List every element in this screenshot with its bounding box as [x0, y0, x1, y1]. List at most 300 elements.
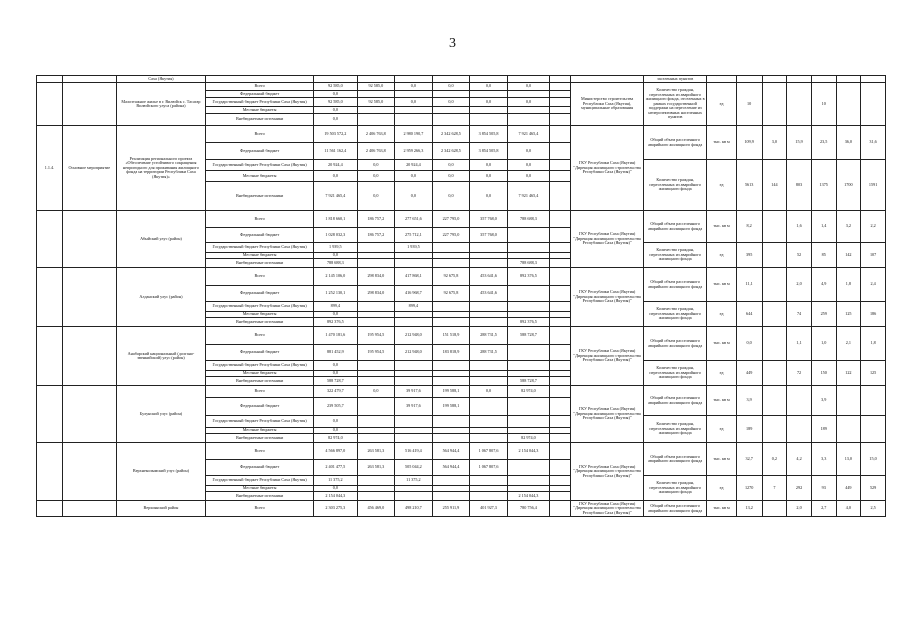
indicator-name: Количество граждан, переселенных из аварийного жилищного фонда, отселенных в рамках государственной поддержки на переселение из неперспективных населенных пунктов — [643, 83, 706, 126]
value-cell: 0,0 — [314, 416, 357, 428]
value-cell — [395, 91, 433, 98]
district-name: Верхоянский район — [116, 501, 205, 517]
value-cell: 11 375,2 — [314, 476, 357, 486]
value-cell: 92 675,8 — [432, 268, 470, 286]
value-cell — [507, 107, 549, 114]
table-cell — [507, 76, 549, 83]
value-cell — [395, 114, 433, 126]
indicator-name: Общий объем расселенного аварийного жилищного фонда — [643, 386, 706, 416]
table-row — [37, 386, 886, 398]
source-total: Всего — [206, 327, 314, 345]
indicator-name: Количество граждан, переселенных из аварийного жилищного фонда — [643, 302, 706, 327]
value-cell: 788 688,3 — [314, 259, 357, 268]
value-cell: 2 154 044,3 — [314, 492, 357, 501]
value-cell: 0,0 — [470, 182, 508, 211]
value-cell — [550, 460, 571, 476]
indicator-value: 4,9 — [811, 268, 836, 302]
unit-cell: ед — [707, 302, 736, 327]
table-cell — [37, 76, 63, 83]
indicator-value: 1375 — [811, 160, 836, 211]
value-cell — [357, 361, 395, 371]
value-cell: 2 406 763,8 — [357, 126, 395, 143]
indicator-value: 72 — [787, 361, 812, 386]
value-cell: 82 974,0 — [507, 386, 549, 398]
indicator-value — [762, 302, 787, 327]
indicator-value: 109,9 — [736, 126, 762, 160]
source-federal: Федеральный бюджет — [206, 398, 314, 416]
source-total: Всего — [206, 268, 314, 286]
indicator-value: 10 — [736, 83, 762, 126]
indicator-value — [861, 416, 886, 443]
value-cell — [470, 476, 508, 486]
value-cell: 92 675,8 — [432, 286, 470, 302]
value-cell: 357 768,0 — [470, 228, 508, 243]
value-cell — [507, 416, 549, 428]
value-cell — [395, 318, 433, 327]
value-cell: 19 503 572,2 — [314, 126, 357, 143]
source-local: Местные бюджеты — [206, 428, 314, 434]
value-cell: 1 067 807,6 — [470, 443, 508, 460]
value-cell — [507, 243, 549, 253]
table-row — [37, 443, 886, 460]
value-cell: 881 452,9 — [314, 345, 357, 361]
indicator-value: 5613 — [736, 160, 762, 211]
value-cell: 20 924,4 — [395, 160, 433, 171]
indicator-name: Общий объем расселенного аварийного жилищного фонда — [643, 443, 706, 476]
value-cell: 298 834,0 — [357, 268, 395, 286]
indicator-value: 3,2 — [836, 211, 861, 243]
value-cell: 788 688,3 — [507, 211, 549, 228]
value-cell: 227 795,0 — [432, 211, 470, 228]
value-cell: 263 581,3 — [357, 460, 395, 476]
value-cell — [432, 416, 470, 428]
indicator-value — [861, 386, 886, 416]
indicator-value: 0,2 — [762, 443, 787, 476]
value-cell: 892 376,5 — [507, 318, 549, 327]
value-cell: 195 954,5 — [357, 345, 395, 361]
value-cell — [357, 243, 395, 253]
value-cell: 1 470 181,6 — [314, 327, 357, 345]
executor-name: ГКУ Республики Саха (Якутия) "Дирекция жилищного строительства Республики Саха (Якутия)" — [571, 327, 644, 386]
value-cell — [470, 107, 508, 114]
value-cell: 1 028 032,3 — [314, 228, 357, 243]
value-cell: 2 154 044,3 — [507, 492, 549, 501]
indicator-value — [762, 211, 787, 243]
value-cell — [550, 327, 571, 345]
value-cell: 11 561 162,4 — [314, 143, 357, 160]
indicator-value: 0,0 — [736, 327, 762, 361]
source-republic: Государственный бюджет Республики Саха (Якутия) — [206, 416, 314, 428]
value-cell — [432, 302, 470, 312]
value-cell: 0,0 — [470, 386, 508, 398]
unit-cell: тыс. кв м — [707, 386, 736, 416]
indicator-name: Количество граждан, переселенных из аварийного жилищного фонда — [643, 416, 706, 443]
value-cell: 0,0 — [432, 182, 470, 211]
program-table — [36, 75, 886, 517]
indicator-value: 36,0 — [836, 126, 861, 160]
indicator-value: 4,2 — [787, 443, 812, 476]
table-cell — [37, 443, 63, 501]
value-cell — [470, 114, 508, 126]
value-cell: 0,0 — [357, 182, 395, 211]
indicator-value: 3,3 — [811, 443, 836, 476]
value-cell: 0,0 — [432, 83, 470, 91]
value-cell — [550, 286, 571, 302]
source-republic: Государственный бюджет Республики Саха (Якутия) — [206, 476, 314, 486]
indicator-name: Количество граждан, переселенных из аварийного жилищного фонда — [643, 361, 706, 386]
value-cell: 82 974,0 — [507, 434, 549, 443]
table-cell — [62, 83, 116, 126]
value-cell: 2 401 477,5 — [314, 460, 357, 476]
value-cell — [550, 243, 571, 253]
source-local: Местные бюджеты — [206, 253, 314, 259]
value-cell: 288 731,5 — [470, 327, 508, 345]
value-cell — [507, 286, 549, 302]
source-local: Местные бюджеты — [206, 486, 314, 492]
value-cell: 277 651,6 — [395, 211, 433, 228]
unit-cell: тыс. кв м — [707, 268, 736, 302]
indicator-value: 2,1 — [836, 327, 861, 361]
value-cell: 516 419,4 — [395, 443, 433, 460]
value-cell — [357, 114, 395, 126]
indicator-value: 32,7 — [736, 443, 762, 476]
district-name: Абыйский улус (район) — [116, 211, 205, 268]
indicator-value: 144 — [762, 160, 787, 211]
source-republic: Государственный бюджет Республики Саха (Якутия) — [206, 361, 314, 371]
value-cell — [507, 460, 549, 476]
value-cell: 2 154 044,3 — [507, 443, 549, 460]
indicator-value — [836, 386, 861, 416]
table-cell — [571, 76, 644, 83]
indicator-value — [762, 327, 787, 361]
value-cell — [357, 476, 395, 486]
unit-cell: ед — [707, 416, 736, 443]
indicator-value: 2,4 — [861, 268, 886, 302]
indicator-value: 1591 — [861, 160, 886, 211]
value-cell: 892 376,5 — [314, 318, 357, 327]
value-cell — [550, 443, 571, 460]
value-cell: 0,0 — [432, 171, 470, 182]
unit-cell: ед — [707, 243, 736, 268]
indicator-value: 1,1 — [787, 327, 812, 361]
value-cell: 2 959 266,3 — [395, 143, 433, 160]
value-cell: 0,0 — [507, 83, 549, 91]
value-cell: 2 145 106,0 — [314, 268, 357, 286]
value-cell — [470, 259, 508, 268]
page-number: 3 — [449, 36, 456, 51]
value-cell: 0,0 — [314, 428, 357, 434]
value-cell: 1 818 660,1 — [314, 211, 357, 228]
table-row — [37, 211, 886, 228]
indicator-value: 85 — [811, 243, 836, 268]
value-cell — [357, 259, 395, 268]
value-cell: 417 868,1 — [395, 268, 433, 286]
value-cell — [432, 91, 470, 98]
value-cell: 1 067 807,6 — [470, 460, 508, 476]
indicator-value: 529 — [861, 476, 886, 501]
value-cell: 0,0 — [314, 114, 357, 126]
value-cell — [470, 318, 508, 327]
table-cell — [836, 76, 861, 83]
district-name: Анабарский национальный (долгано-эвенкийский) улус (район) — [116, 327, 205, 386]
value-cell — [507, 476, 549, 486]
value-cell: 456 469,0 — [357, 501, 395, 517]
value-cell — [357, 302, 395, 312]
object-name: Малоэтажное жилье в г. Вилюйск с. Тасагар Вилюйского улуса (района) — [116, 83, 205, 126]
source-republic: Государственный бюджет Республики Саха (Якутия) — [206, 160, 314, 171]
indicator-value: 7 — [762, 476, 787, 501]
source-local: Местные бюджеты — [206, 371, 314, 377]
value-cell: 3 854 505,8 — [470, 143, 508, 160]
source-republic: Государственный бюджет Республики Саха (Якутия) — [206, 98, 314, 107]
value-cell: 0,0 — [507, 143, 549, 160]
indicator-value: 189 — [736, 416, 762, 443]
value-cell — [357, 434, 395, 443]
value-cell — [550, 228, 571, 243]
indicator-name: заселенных пунктов — [643, 76, 706, 83]
value-cell: 92 585,0 — [357, 98, 395, 107]
value-cell: 892 376,5 — [507, 268, 549, 286]
indicator-value: 1,8 — [861, 327, 886, 361]
indicator-name: Общий объем расселенного аварийного жилищного фонда — [643, 501, 706, 517]
value-cell — [395, 107, 433, 114]
district-name: Булунский улус (район) — [116, 386, 205, 443]
value-cell — [432, 434, 470, 443]
value-cell — [432, 377, 470, 386]
table-cell — [395, 76, 433, 83]
indicator-value — [762, 243, 787, 268]
source-republic: Государственный бюджет Республики Саха (Якутия) — [206, 302, 314, 312]
value-cell: 322 479,7 — [314, 386, 357, 398]
value-cell: 401 927,3 — [470, 501, 508, 517]
indicator-value: 11,1 — [736, 268, 762, 302]
value-cell — [470, 243, 508, 253]
value-cell — [470, 416, 508, 428]
value-cell: 39 917,6 — [395, 386, 433, 398]
indicator-value: 52 — [787, 243, 812, 268]
source-extra: Внебюджетные источники — [206, 318, 314, 327]
table-row — [37, 268, 886, 286]
source-federal: Федеральный бюджет — [206, 345, 314, 361]
source-federal: Федеральный бюджет — [206, 460, 314, 476]
value-cell: 0,0 — [395, 83, 433, 91]
indicator-value: 186 — [861, 302, 886, 327]
value-cell: 2 303 275,3 — [314, 501, 357, 517]
value-cell — [432, 243, 470, 253]
indicator-value: 23,5 — [811, 126, 836, 160]
indicator-value — [762, 268, 787, 302]
value-cell — [357, 107, 395, 114]
value-cell — [395, 434, 433, 443]
value-cell: 92 585,0 — [357, 83, 395, 91]
value-cell — [432, 476, 470, 486]
value-cell — [550, 143, 571, 160]
value-cell: 7 921 465,4 — [507, 182, 549, 211]
table-cell — [357, 76, 395, 83]
indicator-name: Общий объем расселенного аварийного жилищного фонда — [643, 126, 706, 160]
table-cell — [37, 327, 63, 386]
value-cell: 199 588,1 — [432, 386, 470, 398]
source-extra: Внебюджетные источники — [206, 182, 314, 211]
value-cell: 0,0 — [507, 160, 549, 171]
indicator-value: 142 — [836, 243, 861, 268]
indicator-value — [787, 83, 812, 126]
table-cell — [37, 83, 63, 126]
value-cell — [470, 91, 508, 98]
value-cell — [432, 114, 470, 126]
table-cell — [37, 211, 63, 268]
value-cell: 0,0 — [470, 171, 508, 182]
value-cell: 186 757,2 — [357, 228, 395, 243]
table-cell — [62, 268, 116, 327]
indicator-value: 122 — [836, 361, 861, 386]
indicator-name: Количество граждан, переселенных из аварийного жилищного фонда — [643, 476, 706, 501]
table-row — [37, 327, 886, 345]
indicator-value — [762, 361, 787, 386]
source-local: Местные бюджеты — [206, 312, 314, 318]
source-republic: Государственный бюджет Республики Саха (Якутия) — [206, 243, 314, 253]
table-cell — [762, 76, 787, 83]
value-cell: 195 954,5 — [357, 327, 395, 345]
table-cell — [62, 386, 116, 443]
value-cell — [550, 91, 571, 98]
value-cell — [357, 377, 395, 386]
table-cell — [432, 76, 470, 83]
table-cell — [62, 327, 116, 386]
table-row — [37, 83, 886, 91]
value-cell — [550, 268, 571, 286]
value-cell: 82 974,0 — [314, 434, 357, 443]
value-cell: 498 210,7 — [395, 501, 433, 517]
value-cell: 899,4 — [395, 302, 433, 312]
unit-cell: ед — [707, 476, 736, 501]
indicator-value: 4,0 — [836, 501, 861, 517]
source-federal: Федеральный бюджет — [206, 91, 314, 98]
indicator-value: 93 — [811, 476, 836, 501]
value-cell: 1 939,5 — [395, 243, 433, 253]
value-cell — [470, 361, 508, 371]
indicator-name: Общий объем расселенного аварийного жилищного фонда — [643, 268, 706, 302]
table-cell — [787, 76, 812, 83]
value-cell — [507, 345, 549, 361]
indicator-value — [762, 386, 787, 416]
value-cell: 7 921 465,4 — [507, 126, 549, 143]
indicator-value: 1,8 — [836, 268, 861, 302]
value-cell: 263 581,3 — [357, 443, 395, 460]
executor-name: ГКУ Республики Саха (Якутия) "Дирекция жилищного строительства Республики Саха (Якутия)" — [571, 386, 644, 443]
value-cell: 11 375,2 — [395, 476, 433, 486]
value-cell — [470, 492, 508, 501]
indicator-value: 292 — [787, 476, 812, 501]
value-cell: 453 641,6 — [470, 286, 508, 302]
value-cell: 899,4 — [314, 302, 357, 312]
value-cell — [395, 492, 433, 501]
indicator-value — [836, 416, 861, 443]
value-cell — [470, 434, 508, 443]
source-total: Всего — [206, 501, 314, 517]
indicator-value — [861, 83, 886, 126]
source-total: Всего — [206, 386, 314, 398]
value-cell: 0,0 — [314, 171, 357, 182]
value-cell — [470, 398, 508, 416]
indicator-value: 449 — [736, 361, 762, 386]
unit-cell: тыс. кв м — [707, 211, 736, 243]
source-extra: Внебюджетные источники — [206, 434, 314, 443]
value-cell: 1 252 130,1 — [314, 286, 357, 302]
project-name: Реализация регионального проекта «Обеспечение устойчивого сокращения непригодного для проживания жилищного фонда на территории Республики Саха (Якутия)» — [116, 126, 205, 211]
indicator-value: 3,9 — [811, 386, 836, 416]
value-cell — [550, 416, 571, 428]
table-cell — [62, 443, 116, 501]
table-row — [37, 126, 886, 143]
value-cell — [550, 98, 571, 107]
value-cell — [550, 398, 571, 416]
value-cell: 2 406 763,8 — [357, 143, 395, 160]
indicator-value: 2,0 — [787, 268, 812, 302]
value-cell: 0,0 — [470, 160, 508, 171]
value-cell — [550, 160, 571, 171]
source-federal: Федеральный бюджет — [206, 228, 314, 243]
value-cell — [550, 377, 571, 386]
indicator-value: 395 — [736, 243, 762, 268]
value-cell — [357, 398, 395, 416]
indicator-value: 803 — [787, 160, 812, 211]
value-cell: 92 585,0 — [314, 98, 357, 107]
value-cell: 0,0 — [432, 98, 470, 107]
indicator-value: 2,0 — [787, 501, 812, 517]
indicator-value: 1,0 — [811, 327, 836, 361]
table-cell — [550, 76, 571, 83]
indicator-value — [762, 416, 787, 443]
indicator-value — [762, 83, 787, 126]
source-total: Всего — [206, 443, 314, 460]
value-cell — [432, 318, 470, 327]
executor-name: ГКУ Республики Саха (Якутия) "Дирекция жилищного строительства Республики Саха (Якутия)" — [571, 126, 644, 211]
value-cell: 0,0 — [432, 160, 470, 171]
value-cell: 212 948,0 — [395, 327, 433, 345]
source-extra: Внебюджетные источники — [206, 114, 314, 126]
value-cell — [550, 361, 571, 371]
indicator-name: Количество граждан, переселенных из аварийного жилищного фонда — [643, 160, 706, 211]
value-cell: 0,0 — [357, 386, 395, 398]
value-cell: 788 688,3 — [507, 259, 549, 268]
indicator-value: 2,5 — [861, 501, 886, 517]
value-cell: 0,0 — [314, 91, 357, 98]
indicator-value: 1,4 — [811, 211, 836, 243]
value-cell: 453 641,6 — [470, 268, 508, 286]
value-cell — [550, 318, 571, 327]
value-cell — [470, 377, 508, 386]
indicator-name: Количество граждан, переселенных из аварийного жилищного фонда — [643, 243, 706, 268]
indicator-value: 3,0 — [762, 126, 787, 160]
value-cell: 4 566 897,0 — [314, 443, 357, 460]
value-cell — [357, 492, 395, 501]
table-cell — [62, 501, 116, 517]
district-name: Алданский улус (район) — [116, 268, 205, 327]
source-local: Местные бюджеты — [206, 107, 314, 114]
indicator-value: 1700 — [836, 160, 861, 211]
value-cell: 255 911,9 — [432, 501, 470, 517]
value-cell: 0,0 — [314, 312, 357, 318]
value-cell: 0,0 — [395, 182, 433, 211]
indicator-value: 3,9 — [736, 386, 762, 416]
value-cell: 564 944,4 — [432, 460, 470, 476]
value-cell: 564 944,4 — [432, 443, 470, 460]
indicator-name: Общий объем расселенного аварийного жилищного фонда — [643, 327, 706, 361]
value-cell: 0,0 — [395, 98, 433, 107]
value-cell — [432, 492, 470, 501]
value-cell — [432, 361, 470, 371]
